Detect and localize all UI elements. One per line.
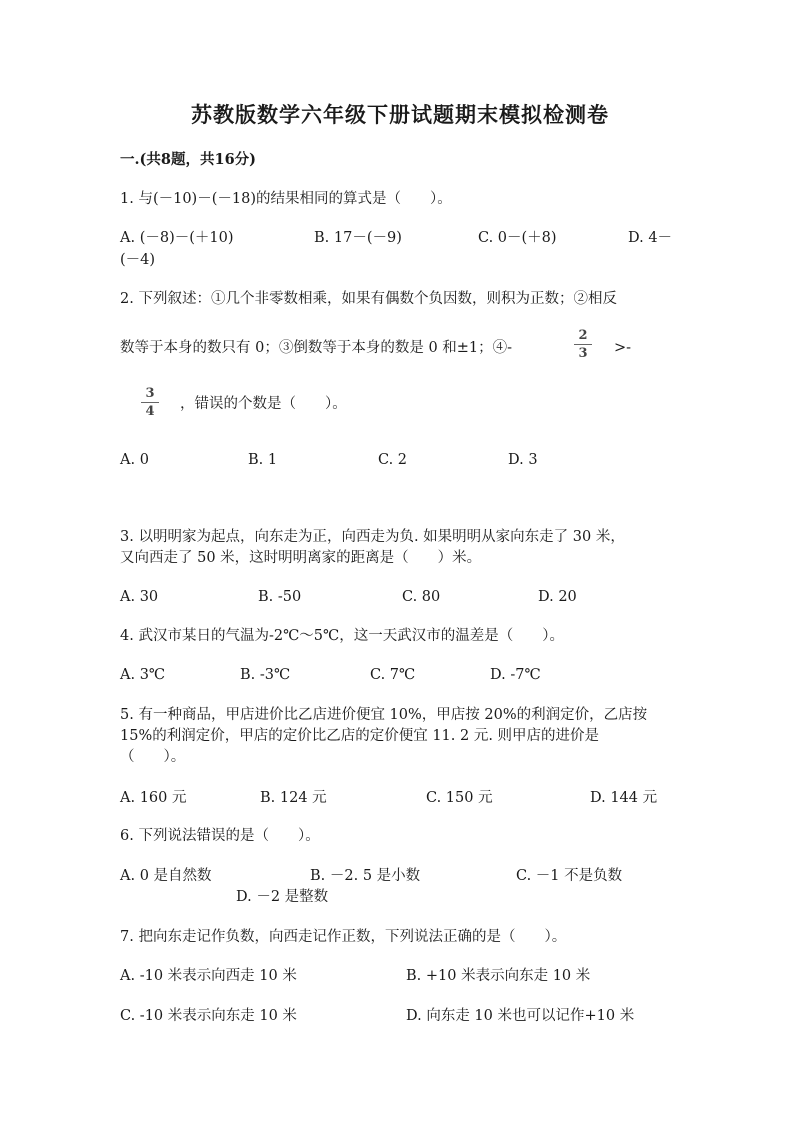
question-1-stem: 1. 与(－10)－(－18)的结果相同的算式是（ ）。: [120, 191, 452, 207]
question-2-greater-than: >-: [614, 340, 632, 356]
question-6-option-a: A. 0 是自然数: [120, 868, 212, 884]
question-2-option-c: C. 2: [378, 452, 408, 468]
question-2-option-d: D. 3: [508, 452, 538, 468]
question-6-option-b: B. －2. 5 是小数: [310, 868, 421, 884]
question-6-option-d: D. －2 是整数: [236, 889, 329, 905]
question-7-option-b: B. +10 米表示向东走 10 米: [406, 968, 591, 984]
question-5-line-1: 5. 有一种商品，甲店进价比乙店进价便宜 10%，甲店按 20%的利润定价，乙店按: [120, 707, 648, 723]
question-6-option-c: C. －1 不是负数: [516, 868, 623, 884]
question-1-option-d-cont: (－4): [120, 252, 156, 268]
question-4-option-a: A. 3℃: [120, 667, 166, 683]
question-2-line-3: ，错误的个数是（ ）。: [180, 396, 347, 412]
question-1-option-a: A. (－8)－(＋10): [120, 230, 234, 246]
question-7-stem: 7. 把向东走记作负数，向西走记作正数，下列说法正确的是（ ）。: [120, 929, 567, 945]
question-6-stem: 6. 下列说法错误的是（ ）。: [120, 828, 320, 844]
question-5-option-b: B. 124 元: [260, 790, 327, 806]
fraction-two-thirds: [574, 328, 592, 361]
question-2-line-2: 数等于本身的数只有 0；③倒数等于本身的数是 0 和±1；④-: [120, 340, 513, 356]
question-5-option-a: A. 160 元: [120, 790, 187, 806]
question-2-option-a: A. 0: [120, 452, 149, 468]
fraction-three-quarters: [141, 386, 159, 419]
question-5-option-c: C. 150 元: [426, 790, 493, 806]
question-7-option-c: C. -10 米表示向东走 10 米: [120, 1008, 297, 1024]
question-3-option-a: A. 30: [120, 589, 159, 605]
page-title: 苏教版数学六年级下册试题期末模拟检测卷: [191, 102, 609, 127]
question-7-option-a: A. -10 米表示向西走 10 米: [120, 968, 297, 984]
question-2-line-1: 2. 下列叙述：①几个非零数相乘，如果有偶数个负因数，则积为正数；②相反: [120, 291, 617, 307]
question-3-option-b: B. -50: [258, 589, 302, 605]
question-1-option-b: B. 17－(－9): [314, 230, 402, 246]
fraction-numerator: 2: [574, 328, 592, 345]
fraction-numerator: 3: [141, 386, 159, 403]
question-5-line-3: （ ）。: [120, 749, 186, 765]
fraction-denominator: 3: [578, 346, 588, 361]
question-1-option-d: D. 4－: [628, 230, 673, 246]
question-2-option-b: B. 1: [248, 452, 278, 468]
question-3-option-c: C. 80: [402, 589, 441, 605]
question-4-stem: 4. 武汉市某日的气温为-2℃～5℃，这一天武汉市的温差是（ ）。: [120, 628, 564, 644]
fraction-denominator: 4: [145, 404, 155, 419]
question-4-option-d: D. -7℃: [490, 667, 541, 683]
question-3-line-1: 3. 以明明家为起点，向东走为正，向西走为负. 如果明明从家向东走了 30 米，: [120, 529, 625, 545]
question-3-option-d: D. 20: [538, 589, 577, 605]
question-1-option-c: C. 0－(＋8): [478, 230, 557, 246]
section-heading: 一.(共8题，共16分): [120, 151, 257, 168]
question-7-option-d: D. 向东走 10 米也可以记作+10 米: [406, 1008, 635, 1024]
question-4-option-c: C. 7℃: [370, 667, 416, 683]
question-4-option-b: B. -3℃: [240, 667, 291, 683]
question-3-line-2: 又向西走了 50 米，这时明明离家的距离是（ ）米。: [120, 550, 482, 566]
question-5-option-d: D. 144 元: [590, 790, 658, 806]
question-5-line-2: 15%的利润定价，甲店的定价比乙店的定价便宜 11. 2 元. 则甲店的进价是: [120, 728, 600, 744]
